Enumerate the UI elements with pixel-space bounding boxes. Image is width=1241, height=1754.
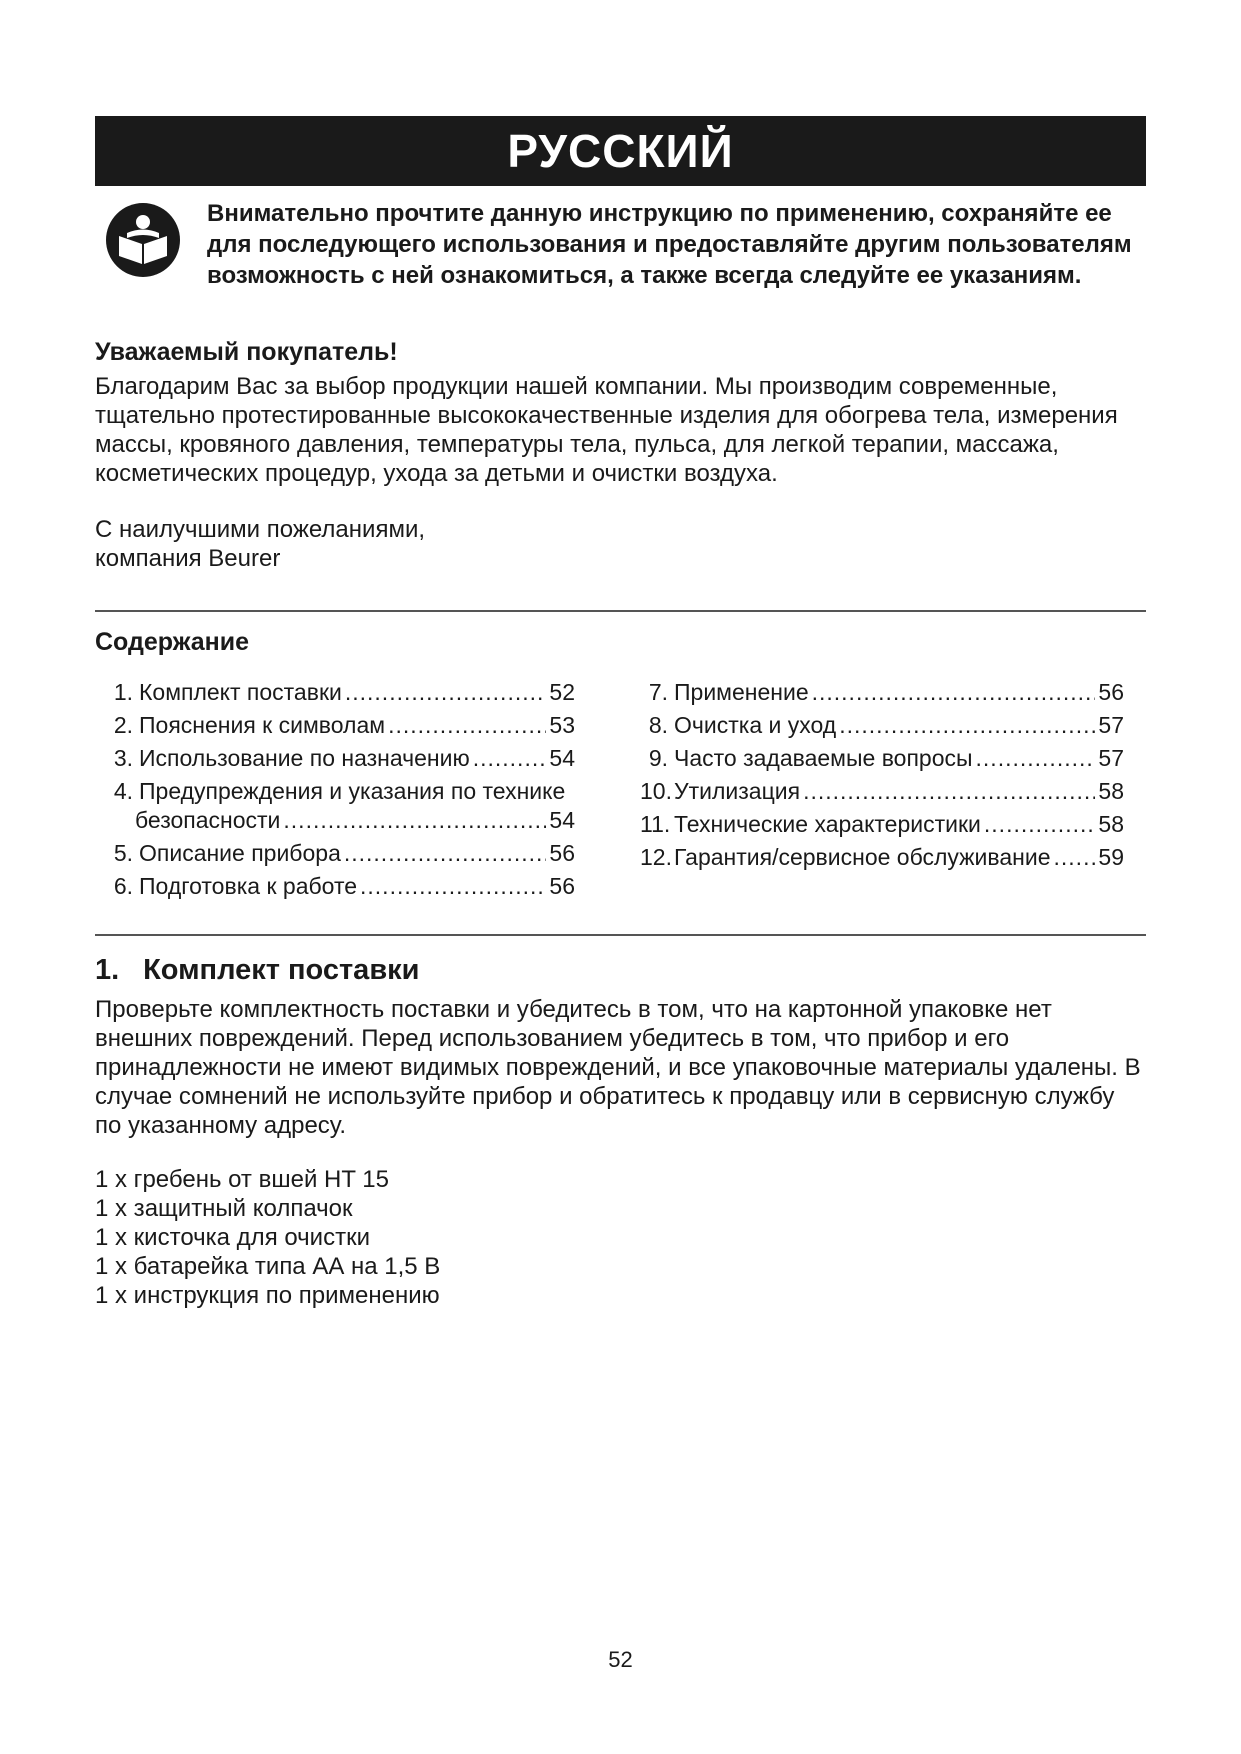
toc-item-number: 8. [648, 712, 668, 738]
toc-item[interactable] [105, 742, 575, 775]
toc-leader-dots [345, 676, 547, 709]
list-item: 1 x батарейка типа АА на 1,5 В [95, 1253, 441, 1280]
toc-item[interactable] [640, 742, 1124, 775]
toc-leader-dots [344, 837, 547, 870]
toc-item-label: Подготовка к работе [139, 873, 358, 899]
closing-line: С наилучшими пожеланиями, [95, 516, 426, 543]
toc-item-page: 56 [1098, 679, 1124, 705]
toc-item-page: 59 [1098, 844, 1124, 870]
toc-item-number: 3. [113, 745, 133, 771]
toc-left-column [105, 676, 575, 903]
read-manual-icon [105, 202, 181, 278]
page-number: 52 [608, 1647, 633, 1672]
toc-item[interactable] [640, 676, 1124, 709]
notice-text: Внимательно прочтите данную инструкцию по применению, сохраняйте ее для последующего использования и предоставляйте другим пользователям возможность с ней ознакомиться, а также всегда следуйте ее указаниям. [207, 200, 1132, 289]
toc-item-label: Утилизация [674, 778, 801, 804]
package-contents-list [95, 1165, 440, 1310]
toc-leader-dots [360, 870, 546, 903]
toc-leader-dots [473, 742, 547, 775]
toc-item-number: 2. [113, 712, 133, 738]
section-title: Комплект поставки [143, 954, 420, 986]
toc-item-label: Использование по назначению [139, 745, 470, 771]
intro-paragraph: Благодарим Вас за выбор продукции нашей компании. Мы производим современные, тщательно протестированные высококачественные изделия для обогрева тела, измерения массы, кровяного давления, температуры тела, пульса, для легкой терапии, массажа, косметических процедур, ухода за детьми и очистки воздуха. [95, 373, 1118, 487]
toc-item-page: 57 [1098, 712, 1124, 738]
list-item: 1 x кисточка для очистки [95, 1224, 370, 1251]
toc-item-page: 56 [549, 873, 575, 899]
toc-leader-dots [388, 709, 546, 742]
toc-item-number: 5. [113, 840, 133, 866]
toc-item-label: Описание прибора [139, 840, 341, 866]
toc-item-number: 11. [640, 811, 671, 837]
toc-item-page: 53 [549, 712, 575, 738]
toc-item[interactable] [640, 808, 1124, 841]
toc-item-page: 52 [549, 679, 575, 705]
toc-item-number: 4. [113, 778, 133, 804]
language-title: РУССКИЙ [507, 125, 734, 177]
list-item: 1 x инструкция по применению [95, 1282, 440, 1309]
list-item: 1 x гребень от вшей HT 15 [95, 1166, 389, 1193]
toc-item-label: Применение [674, 679, 809, 705]
toc-item-page: 56 [549, 840, 575, 866]
toc-item[interactable] [105, 676, 575, 709]
language-banner [95, 116, 1146, 186]
toc-item-label: Технические характеристики [674, 811, 981, 837]
toc-item-number: 12. [640, 844, 672, 870]
toc-right-column [640, 676, 1124, 874]
toc-leader-dots [803, 775, 1095, 808]
toc-leader-dots [839, 709, 1095, 742]
toc-item-label: Пояснения к символам [139, 712, 386, 738]
toc-leader-dots [283, 808, 546, 832]
toc-item[interactable] [105, 709, 575, 742]
toc-item-number: 1. [113, 679, 133, 705]
toc-item-page: 57 [1098, 745, 1124, 771]
toc-item-page: 54 [549, 745, 575, 771]
toc-leader-dots [1054, 841, 1096, 874]
toc-item[interactable] [105, 837, 575, 870]
toc-leader-dots [984, 808, 1096, 841]
divider [95, 610, 1146, 612]
toc-item-page: 58 [1098, 811, 1124, 837]
toc-item-label-continued: безопасности [135, 807, 281, 833]
toc-item[interactable] [640, 709, 1124, 742]
toc-item[interactable] [105, 775, 575, 837]
toc-item-label: Комплект поставки [139, 679, 342, 705]
toc-item-number: 7. [648, 679, 668, 705]
toc-item-number: 10. [640, 778, 672, 804]
section-heading [95, 954, 419, 987]
toc-item-label: Гарантия/сервисное обслуживание [674, 844, 1051, 870]
toc-item-label: Предупреждения и указания по технике [139, 778, 566, 804]
toc-leader-dots [976, 742, 1096, 775]
toc-item-label: Очистка и уход [674, 712, 837, 738]
toc-item[interactable] [640, 775, 1124, 808]
read-instructions-notice [105, 198, 1145, 318]
toc-item-label: Часто задаваемые вопросы [674, 745, 973, 771]
greeting-title: Уважаемый покупатель! [95, 338, 398, 366]
section-paragraph: Проверьте комплектность поставки и убедитесь в том, что на картонной упаковке нет внешних повреждений. Перед использованием убедитесь в том, что прибор и его принадлежности не имеют видимых повреждений, и все упаковочные материалы удалены. В случае сомнений не используйте прибор и обратитесь к продавцу или в сервисную службу по указанному адресу. [95, 996, 1141, 1139]
company-line: компания Beurer [95, 545, 281, 572]
toc-item-page: 58 [1098, 778, 1124, 804]
list-item: 1 x защитный колпачок [95, 1195, 353, 1222]
toc-title: Содержание [95, 628, 250, 656]
toc-item[interactable] [640, 841, 1124, 874]
toc-item[interactable] [105, 870, 575, 903]
toc-leader-dots [812, 676, 1096, 709]
signoff [95, 515, 1145, 573]
toc-item-number: 6. [113, 873, 133, 899]
toc-item-page: 54 [549, 807, 575, 833]
section-number: 1. [95, 954, 120, 986]
divider [95, 934, 1146, 936]
toc-item-number: 9. [648, 745, 668, 771]
